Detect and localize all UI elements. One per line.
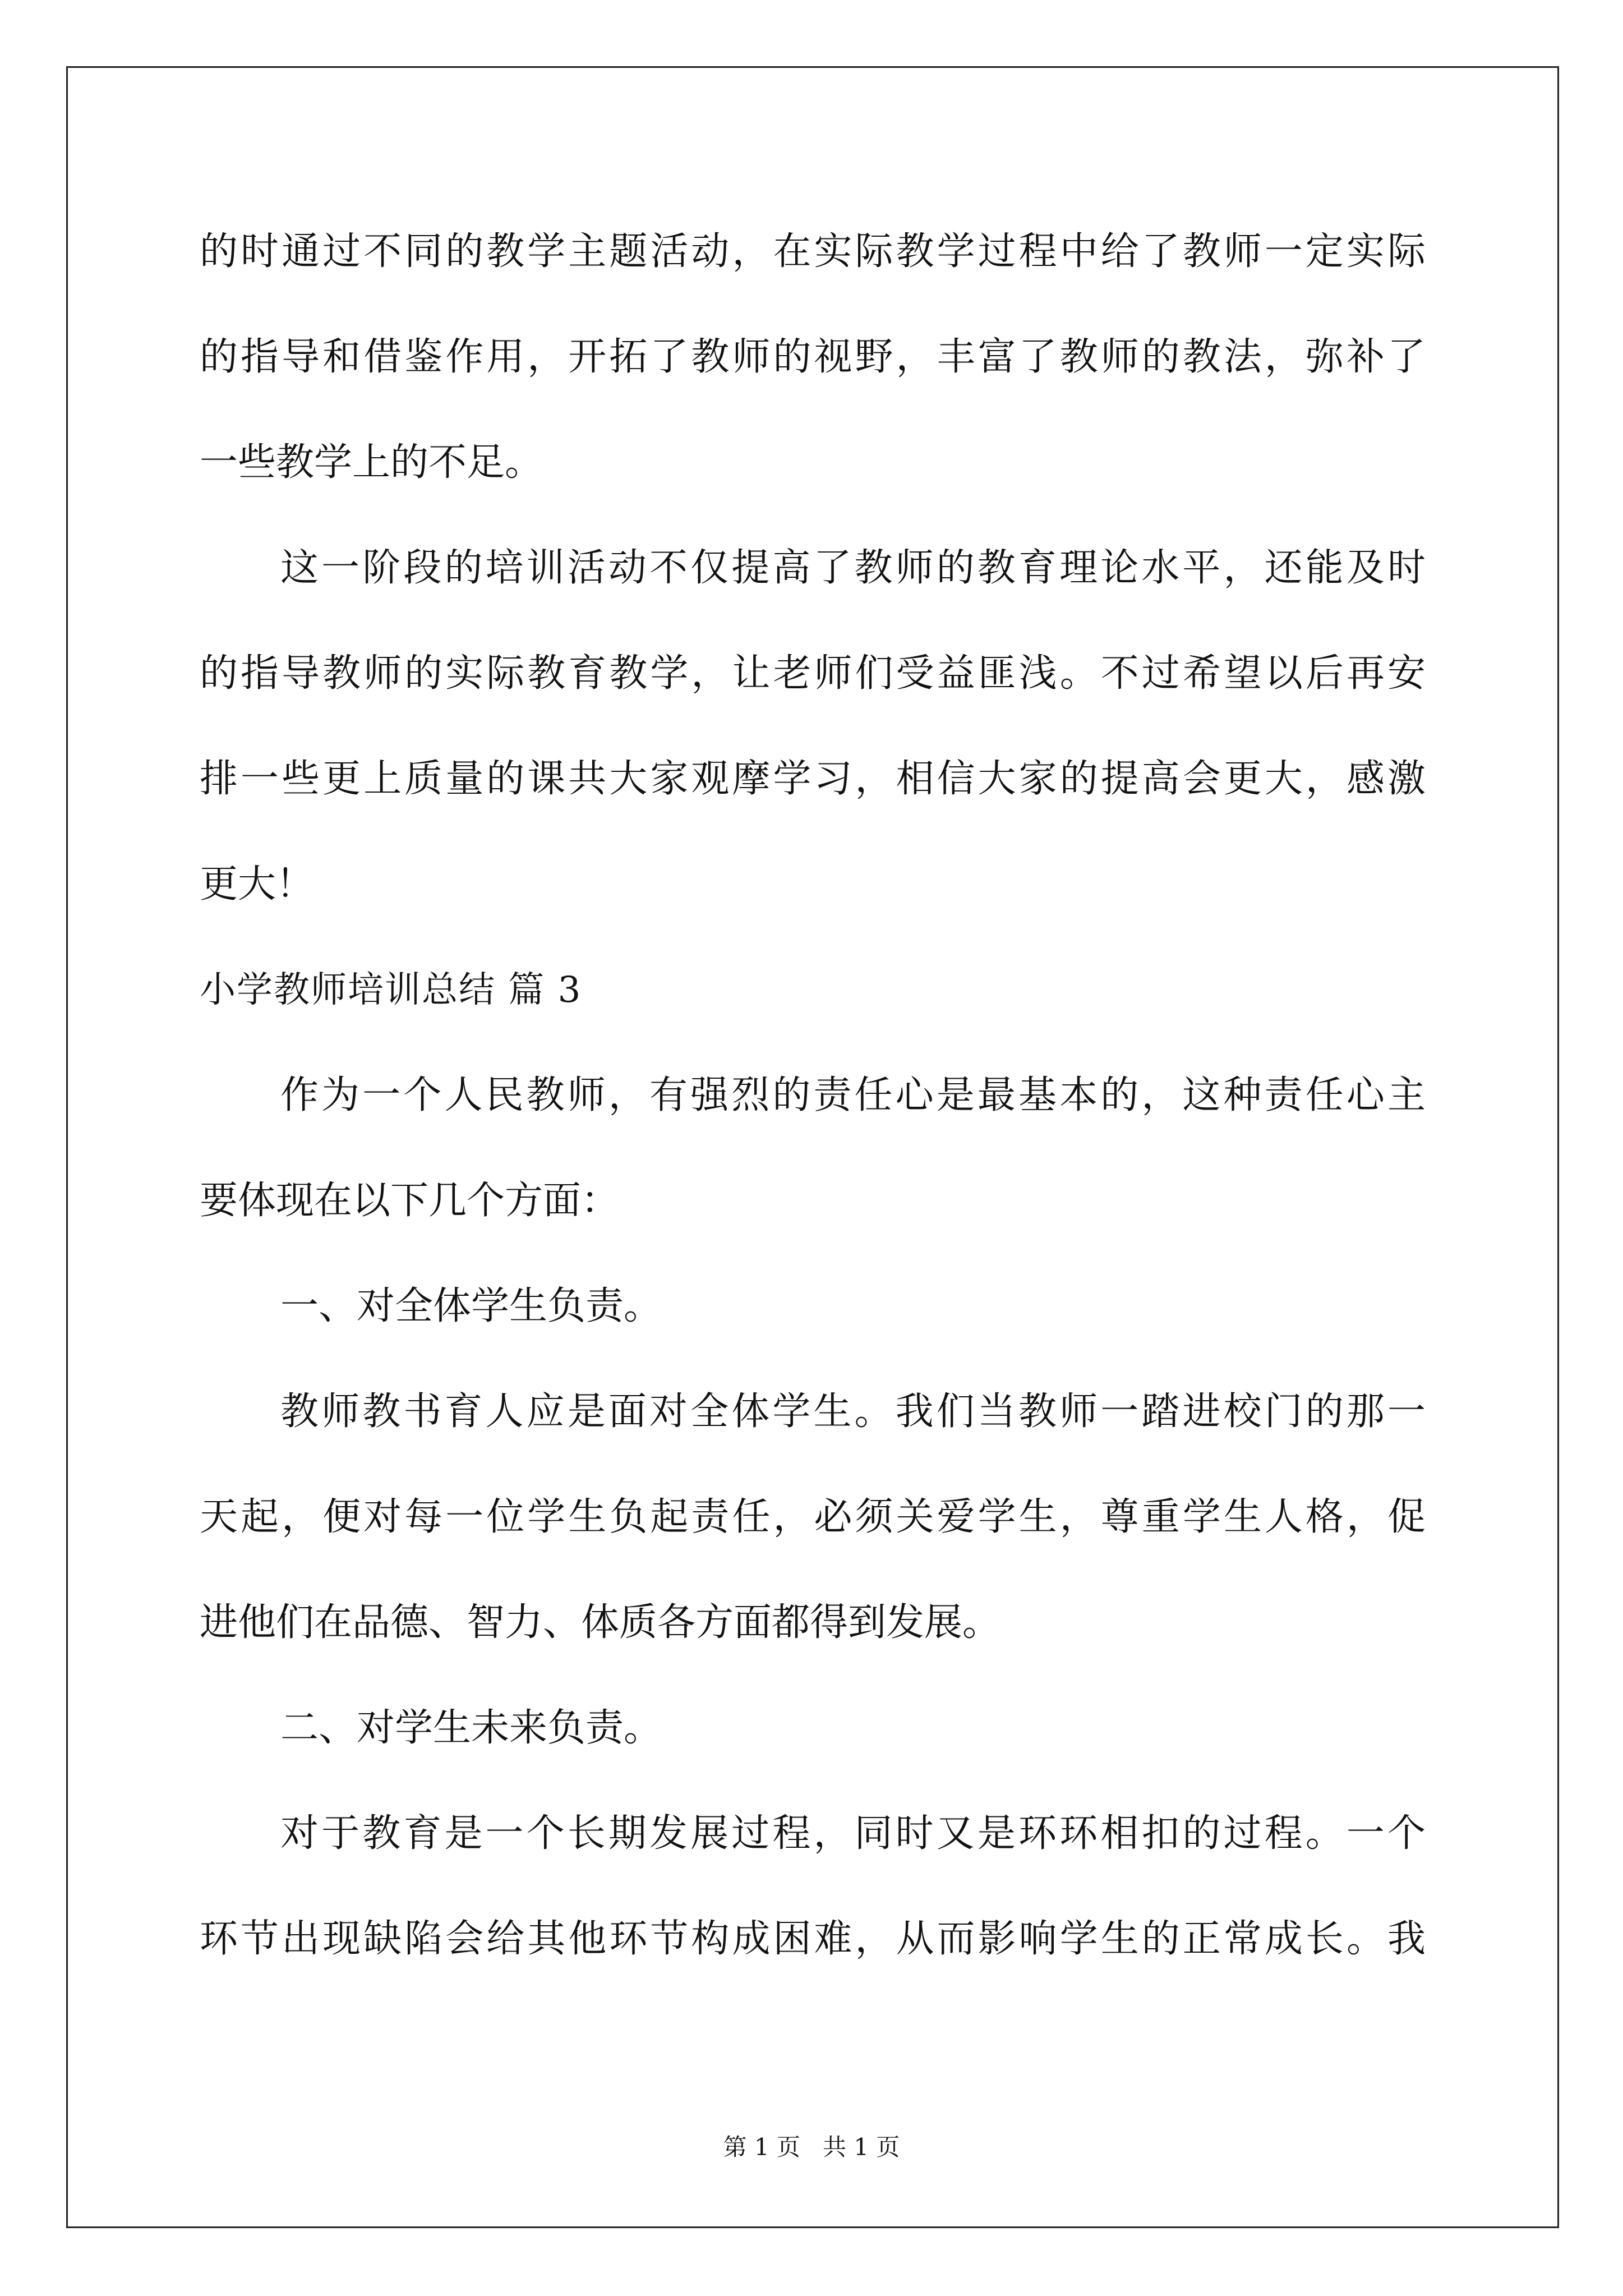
text-line: 更大！	[200, 862, 315, 907]
page-footer	[0, 2131, 1623, 2164]
text-line: 这一阶段的培训活动不仅提高了教师的教育理论水平，还能及时	[280, 546, 1426, 590]
text-line: 一些教学上的不足。	[200, 440, 543, 485]
text-line: 的时通过不同的教学主题活动，在实际教学过程中给了教师一定实际	[200, 229, 1426, 274]
document-body	[200, 215, 1426, 2008]
text-line: 天起，便对每一位学生负起责任，必须关爱学生，尊重学生人格，促	[200, 1495, 1426, 1539]
text-line: 环节出现缺陷会给其他环节构成困难，从而影响学生的正常成长。我	[200, 1917, 1426, 1961]
text-line: 的指导教师的实际教育教学，让老师们受益匪浅。不过希望以后再安	[200, 651, 1426, 696]
text-line: 作为一个人民教师，有强烈的责任心是最基本的，这种责任心主	[280, 1073, 1426, 1117]
page-number-current: 第 1 页	[723, 2133, 800, 2161]
section-title: 小学教师培训总结 篇 3	[200, 969, 582, 1011]
text-line: 要体现在以下几个方面：	[200, 1179, 620, 1223]
text-line: 教师教书育人应是面对全体学生。我们当教师一踏进校门的那一	[280, 1389, 1426, 1434]
list-heading: 二、对学生未来负责。	[280, 1706, 662, 1750]
text-line: 的指导和借鉴作用，开拓了教师的视野，丰富了教师的教法，弥补了	[200, 335, 1426, 379]
page-number-total: 共 1 页	[823, 2133, 900, 2161]
text-line: 排一些更上质量的课共大家观摩学习，相信大家的提高会更大，感激	[200, 757, 1426, 801]
list-heading: 一、对全体学生负责。	[280, 1284, 662, 1328]
text-line: 对于教育是一个长期发展过程，同时又是环环相扣的过程。一个	[280, 1811, 1426, 1856]
text-line: 进他们在品德、智力、体质各方面都得到发展。	[200, 1600, 1001, 1645]
